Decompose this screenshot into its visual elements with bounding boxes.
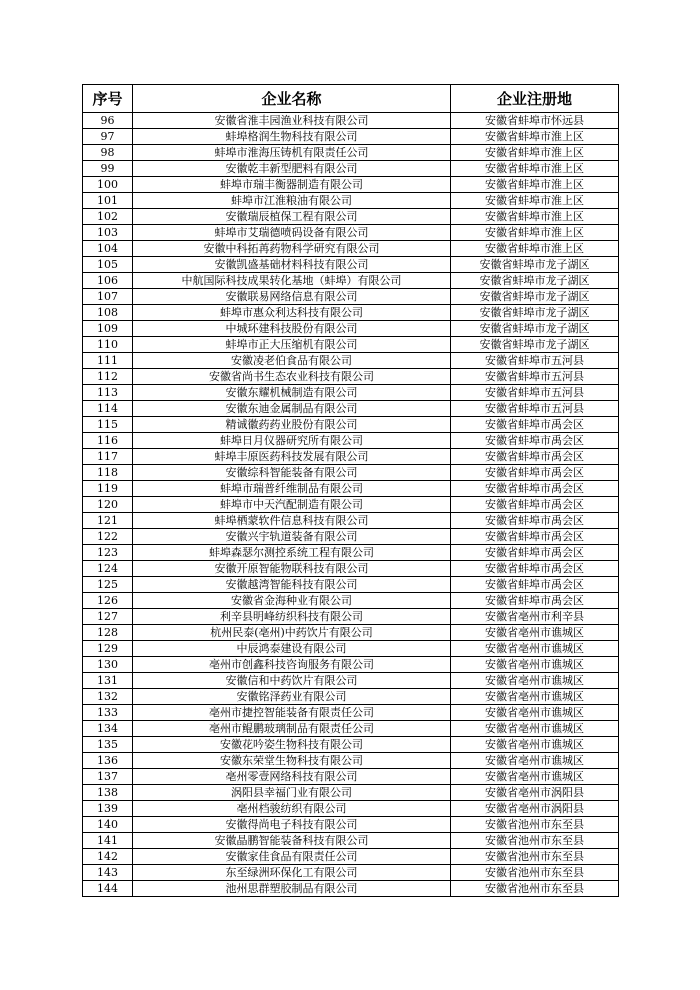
company-name-cell: 亳州市鲲鹏玻璃制品有限责任公司 (133, 721, 451, 737)
table-row (83, 449, 619, 465)
company-name-cell: 蚌埠格润生物科技有限公司 (133, 129, 451, 145)
registered-location-cell: 安徽省亳州市涡阳县 (451, 801, 619, 817)
serial-number-cell: 101 (83, 193, 133, 209)
company-name-cell: 涡阳县幸福门业有限公司 (133, 785, 451, 801)
table-row (83, 193, 619, 209)
registered-location-cell: 安徽省蚌埠市淮上区 (451, 209, 619, 225)
company-name-cell: 池州思群塑胶制品有限公司 (133, 881, 451, 897)
table-row (83, 561, 619, 577)
table-row (83, 657, 619, 673)
company-name-cell: 蚌埠市艾瑞德喷码设备有限公司 (133, 225, 451, 241)
company-name-cell: 安徽省淮丰园渔业科技有限公司 (133, 113, 451, 129)
registered-location-cell: 安徽省蚌埠市禹会区 (451, 433, 619, 449)
serial-number-cell: 132 (83, 689, 133, 705)
table-row (83, 113, 619, 129)
company-name-cell: 安徽东荣堂生物科技有限公司 (133, 753, 451, 769)
serial-number-cell: 99 (83, 161, 133, 177)
company-name-cell: 亳州市创鑫科技咨询服务有限公司 (133, 657, 451, 673)
table-row (83, 625, 619, 641)
company-name-cell: 精诚徽药药业股份有限公司 (133, 417, 451, 433)
table-body (83, 113, 619, 897)
company-name-cell: 中辰鸿泰建设有限公司 (133, 641, 451, 657)
company-name-cell: 蚌埠市惠众利达科技有限公司 (133, 305, 451, 321)
registered-location-cell: 安徽省蚌埠市禹会区 (451, 529, 619, 545)
table-row (83, 385, 619, 401)
registered-location-cell: 安徽省蚌埠市怀远县 (451, 113, 619, 129)
serial-number-cell: 97 (83, 129, 133, 145)
table-row (83, 785, 619, 801)
registered-location-cell: 安徽省亳州市谯城区 (451, 721, 619, 737)
company-name-cell: 安徽东耀机械制造有限公司 (133, 385, 451, 401)
serial-number-cell: 103 (83, 225, 133, 241)
serial-number-cell: 131 (83, 673, 133, 689)
company-name-cell: 安徽得尚电子科技有限公司 (133, 817, 451, 833)
table-row (83, 273, 619, 289)
serial-number-cell: 141 (83, 833, 133, 849)
serial-number-cell: 139 (83, 801, 133, 817)
company-name-cell: 蚌埠市淮海压铸机有限责任公司 (133, 145, 451, 161)
serial-number-cell: 107 (83, 289, 133, 305)
serial-number-cell: 144 (83, 881, 133, 897)
registered-location-cell: 安徽省亳州市谯城区 (451, 753, 619, 769)
registered-location-cell: 安徽省池州市东至县 (451, 833, 619, 849)
registered-location-cell: 安徽省亳州市谯城区 (451, 673, 619, 689)
company-name-cell: 安徽综科智能装备有限公司 (133, 465, 451, 481)
company-name-cell: 安徽东迪金属制品有限公司 (133, 401, 451, 417)
registered-location-cell: 安徽省亳州市谯城区 (451, 657, 619, 673)
company-name-cell: 安徽省金海种业有限公司 (133, 593, 451, 609)
serial-number-cell: 135 (83, 737, 133, 753)
table-row (83, 225, 619, 241)
serial-number-cell: 124 (83, 561, 133, 577)
table-row (83, 833, 619, 849)
serial-number-cell: 108 (83, 305, 133, 321)
company-name-cell: 安徽乾丰新型肥料有限公司 (133, 161, 451, 177)
company-name-cell: 安徽凯盛基础材料科技有限公司 (133, 257, 451, 273)
registered-location-cell: 安徽省蚌埠市禹会区 (451, 417, 619, 433)
table-row (83, 817, 619, 833)
table-row (83, 865, 619, 881)
registered-location-cell: 安徽省蚌埠市龙子湖区 (451, 321, 619, 337)
company-name-cell: 蚌埠日月仪器研究所有限公司 (133, 433, 451, 449)
serial-number-cell: 109 (83, 321, 133, 337)
registered-location-cell: 安徽省亳州市谯城区 (451, 641, 619, 657)
registered-location-cell: 安徽省蚌埠市禹会区 (451, 449, 619, 465)
serial-number-cell: 142 (83, 849, 133, 865)
serial-number-cell: 127 (83, 609, 133, 625)
serial-number-cell: 138 (83, 785, 133, 801)
company-name-cell: 亳州市捷控智能装备有限责任公司 (133, 705, 451, 721)
table-row (83, 849, 619, 865)
serial-number-cell: 120 (83, 497, 133, 513)
table-row (83, 337, 619, 353)
registered-location-cell: 安徽省蚌埠市禹会区 (451, 465, 619, 481)
registered-location-cell: 安徽省蚌埠市五河县 (451, 353, 619, 369)
registered-location-cell: 安徽省蚌埠市龙子湖区 (451, 273, 619, 289)
registered-location-cell: 安徽省池州市东至县 (451, 881, 619, 897)
company-name-cell: 中城环建科技股份有限公司 (133, 321, 451, 337)
company-name-cell: 安徽越湾智能科技有限公司 (133, 577, 451, 593)
table-row (83, 145, 619, 161)
table-row (83, 609, 619, 625)
serial-number-cell: 137 (83, 769, 133, 785)
table-header-row (83, 85, 619, 113)
table-row (83, 481, 619, 497)
table-row (83, 577, 619, 593)
serial-number-cell: 98 (83, 145, 133, 161)
company-name-cell: 蚌埠市瑞普纤维制品有限公司 (133, 481, 451, 497)
registered-location-cell: 安徽省亳州市涡阳县 (451, 785, 619, 801)
registered-location-cell: 安徽省蚌埠市禹会区 (451, 561, 619, 577)
company-name-cell: 蚌埠市江淮粮油有限公司 (133, 193, 451, 209)
registered-location-cell: 安徽省蚌埠市淮上区 (451, 129, 619, 145)
table-row (83, 769, 619, 785)
serial-number-cell: 123 (83, 545, 133, 561)
table-row (83, 497, 619, 513)
registered-location-cell: 安徽省蚌埠市五河县 (451, 369, 619, 385)
registered-location-cell: 安徽省蚌埠市禹会区 (451, 577, 619, 593)
serial-number-cell: 113 (83, 385, 133, 401)
serial-number-cell: 110 (83, 337, 133, 353)
registered-location-cell: 安徽省亳州市谯城区 (451, 769, 619, 785)
registered-location-cell: 安徽省蚌埠市淮上区 (451, 145, 619, 161)
table-row (83, 689, 619, 705)
serial-number-cell: 134 (83, 721, 133, 737)
serial-number-cell: 117 (83, 449, 133, 465)
serial-number-cell: 121 (83, 513, 133, 529)
serial-number-cell: 115 (83, 417, 133, 433)
serial-number-cell: 114 (83, 401, 133, 417)
table-row (83, 433, 619, 449)
registered-location-cell: 安徽省蚌埠市淮上区 (451, 161, 619, 177)
company-name-cell: 蚌埠栖蒙软件信息科技有限公司 (133, 513, 451, 529)
company-name-cell: 中航国际科技成果转化基地（蚌埠）有限公司 (133, 273, 451, 289)
table-row (83, 801, 619, 817)
table-row (83, 129, 619, 145)
table-row (83, 705, 619, 721)
serial-number-cell: 140 (83, 817, 133, 833)
company-name-cell: 安徽晶鹏智能装备科技有限公司 (133, 833, 451, 849)
table-row (83, 465, 619, 481)
company-table (82, 84, 619, 897)
header-registered-location: 企业注册地 (451, 85, 619, 113)
table-row (83, 417, 619, 433)
serial-number-cell: 126 (83, 593, 133, 609)
serial-number-cell: 102 (83, 209, 133, 225)
company-name-cell: 安徽信和中药饮片有限公司 (133, 673, 451, 689)
table-row (83, 593, 619, 609)
registered-location-cell: 安徽省亳州市利辛县 (451, 609, 619, 625)
table-row (83, 513, 619, 529)
registered-location-cell: 安徽省蚌埠市禹会区 (451, 497, 619, 513)
company-name-cell: 利辛县明峰纺织科技有限公司 (133, 609, 451, 625)
registered-location-cell: 安徽省蚌埠市淮上区 (451, 241, 619, 257)
serial-number-cell: 105 (83, 257, 133, 273)
serial-number-cell: 143 (83, 865, 133, 881)
company-name-cell: 东至绿洲环保化工有限公司 (133, 865, 451, 881)
serial-number-cell: 119 (83, 481, 133, 497)
header-company-name: 企业名称 (133, 85, 451, 113)
table-row (83, 161, 619, 177)
company-name-cell: 安徽瑞辰植保工程有限公司 (133, 209, 451, 225)
registered-location-cell: 安徽省蚌埠市龙子湖区 (451, 337, 619, 353)
registered-location-cell: 安徽省池州市东至县 (451, 865, 619, 881)
serial-number-cell: 128 (83, 625, 133, 641)
serial-number-cell: 100 (83, 177, 133, 193)
company-name-cell: 蚌埠市中天汽配制造有限公司 (133, 497, 451, 513)
serial-number-cell: 136 (83, 753, 133, 769)
serial-number-cell: 96 (83, 113, 133, 129)
registered-location-cell: 安徽省蚌埠市龙子湖区 (451, 257, 619, 273)
company-name-cell: 亳州零壹网络科技有限公司 (133, 769, 451, 785)
table-row (83, 673, 619, 689)
company-name-cell: 安徽联易网络信息有限公司 (133, 289, 451, 305)
serial-number-cell: 112 (83, 369, 133, 385)
table-row (83, 369, 619, 385)
company-name-cell: 安徽凌老伯食品有限公司 (133, 353, 451, 369)
registered-location-cell: 安徽省蚌埠市禹会区 (451, 481, 619, 497)
serial-number-cell: 125 (83, 577, 133, 593)
company-name-cell: 安徽兴宇轨道装备有限公司 (133, 529, 451, 545)
registered-location-cell: 安徽省蚌埠市龙子湖区 (451, 289, 619, 305)
serial-number-cell: 129 (83, 641, 133, 657)
serial-number-cell: 111 (83, 353, 133, 369)
serial-number-cell: 133 (83, 705, 133, 721)
company-name-cell: 蚌埠市瑞丰衡器制造有限公司 (133, 177, 451, 193)
serial-number-cell: 130 (83, 657, 133, 673)
table-row (83, 305, 619, 321)
registered-location-cell: 安徽省蚌埠市禹会区 (451, 593, 619, 609)
table-row (83, 209, 619, 225)
registered-location-cell: 安徽省蚌埠市五河县 (451, 385, 619, 401)
registered-location-cell: 安徽省蚌埠市五河县 (451, 401, 619, 417)
table-row (83, 529, 619, 545)
registered-location-cell: 安徽省蚌埠市禹会区 (451, 513, 619, 529)
serial-number-cell: 118 (83, 465, 133, 481)
registered-location-cell: 安徽省池州市东至县 (451, 817, 619, 833)
company-name-cell: 安徽开原智能物联科技有限公司 (133, 561, 451, 577)
company-name-cell: 安徽铭泽药业有限公司 (133, 689, 451, 705)
company-name-cell: 蚌埠丰原医药科技发展有限公司 (133, 449, 451, 465)
table-row (83, 881, 619, 897)
table-row (83, 353, 619, 369)
registered-location-cell: 安徽省池州市东至县 (451, 849, 619, 865)
company-name-cell: 安徽中科拓苒药物科学研究有限公司 (133, 241, 451, 257)
registered-location-cell: 安徽省亳州市谯城区 (451, 625, 619, 641)
company-name-cell: 安徽省尚书生态农业科技有限公司 (133, 369, 451, 385)
registered-location-cell: 安徽省蚌埠市淮上区 (451, 193, 619, 209)
table-row (83, 177, 619, 193)
table-row (83, 241, 619, 257)
table-row (83, 545, 619, 561)
registered-location-cell: 安徽省蚌埠市禹会区 (451, 545, 619, 561)
table-row (83, 737, 619, 753)
serial-number-cell: 106 (83, 273, 133, 289)
company-name-cell: 安徽家佳食品有限责任公司 (133, 849, 451, 865)
table-row (83, 257, 619, 273)
company-name-cell: 蚌埠森瑟尔测控系统工程有限公司 (133, 545, 451, 561)
registered-location-cell: 安徽省亳州市谯城区 (451, 705, 619, 721)
table-row (83, 401, 619, 417)
registered-location-cell: 安徽省蚌埠市龙子湖区 (451, 305, 619, 321)
serial-number-cell: 116 (83, 433, 133, 449)
serial-number-cell: 104 (83, 241, 133, 257)
registered-location-cell: 安徽省亳州市谯城区 (451, 689, 619, 705)
table-row (83, 321, 619, 337)
header-serial-number: 序号 (83, 85, 133, 113)
registered-location-cell: 安徽省蚌埠市淮上区 (451, 177, 619, 193)
serial-number-cell: 122 (83, 529, 133, 545)
table-row (83, 721, 619, 737)
table-row (83, 289, 619, 305)
company-name-cell: 蚌埠市正大压缩机有限公司 (133, 337, 451, 353)
table-row (83, 753, 619, 769)
company-list-sheet (82, 84, 618, 897)
registered-location-cell: 安徽省蚌埠市淮上区 (451, 225, 619, 241)
company-name-cell: 安徽花吟姿生物科技有限公司 (133, 737, 451, 753)
table-row (83, 641, 619, 657)
registered-location-cell: 安徽省亳州市谯城区 (451, 737, 619, 753)
company-name-cell: 杭州民泰(亳州)中药饮片有限公司 (133, 625, 451, 641)
company-name-cell: 亳州档骏纺织有限公司 (133, 801, 451, 817)
